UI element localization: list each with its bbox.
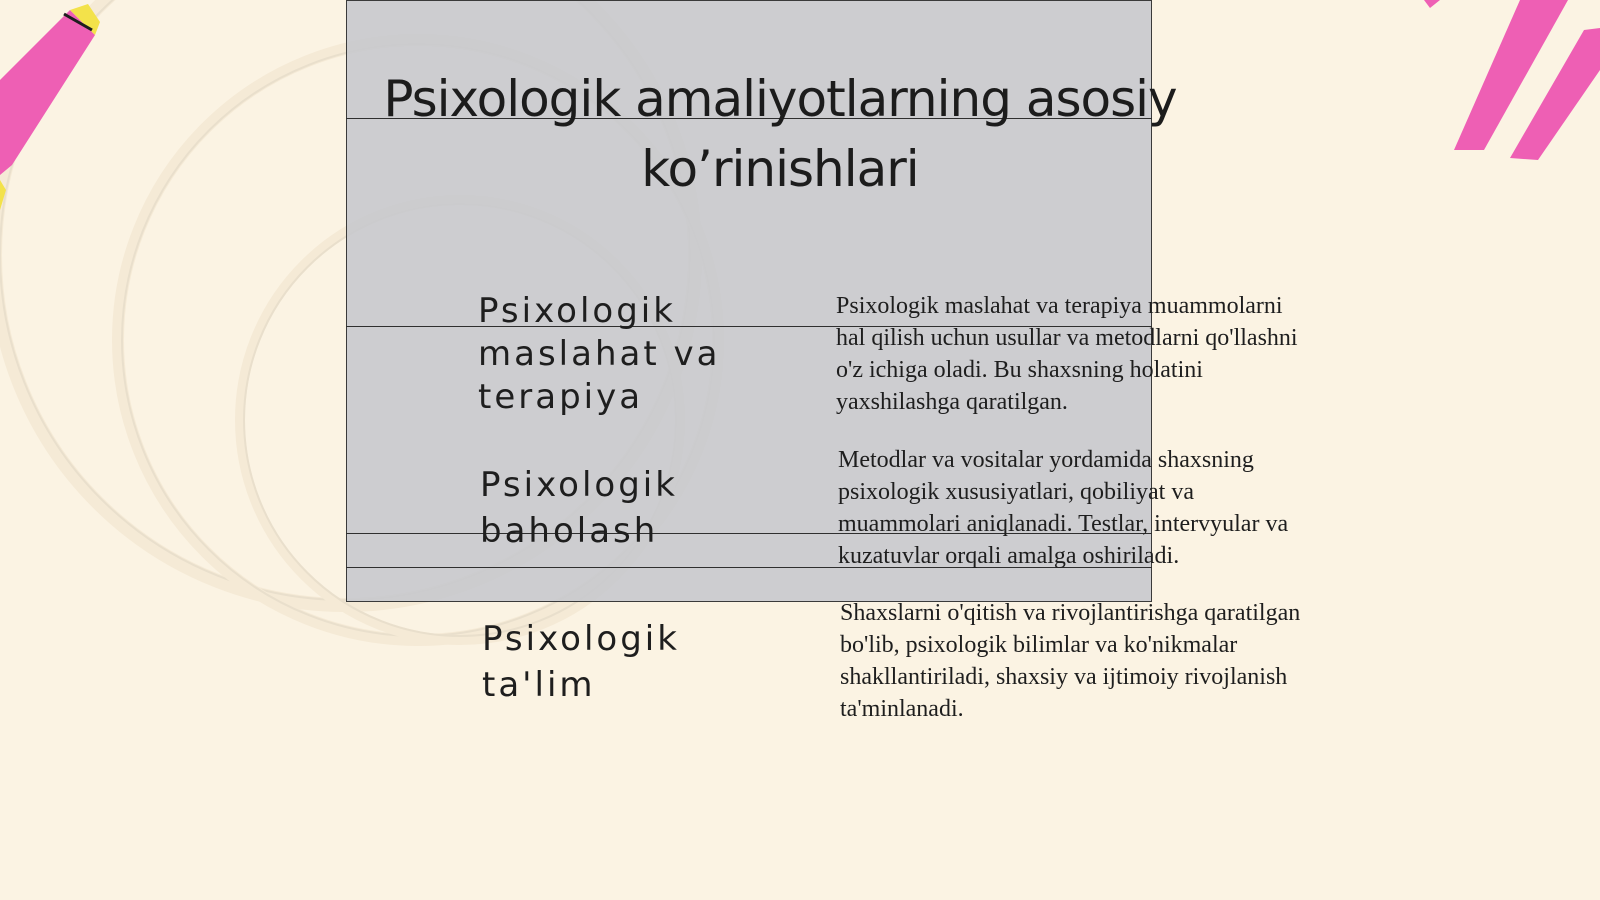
slide-title: Psixologik amaliyotlarning asosiy ko’rinishlari xyxy=(383,70,1177,198)
item-heading-counseling: Psixologik maslahat va terapiya xyxy=(478,291,721,417)
item-description-education: Shaxslarni o'qitish va rivojlantirishga qaratilgan bo'lib, psixologik bilimlar va ko'nikmalar shakllantiriladi, shaxsiy va ijtimoiy rivojlanish ta'minlanadi. xyxy=(840,600,1301,722)
brush-strokes-decoration xyxy=(1424,0,1600,160)
pencil-decoration xyxy=(0,4,100,210)
item-heading-assessment: Psixologik baholash xyxy=(480,465,678,551)
item-description-assessment: Metodlar va vositalar yordamida shaxsning psixologik xususiyatlari, qobiliyat va muammolari aniqlanadi. Testlar, intervyular va kuzatuvlar orqali amalga oshiriladi. xyxy=(838,447,1289,569)
item-description-counseling: Psixologik maslahat va terapiya muammolarni hal qilish uchun usullar va metodlarni qo'llashni o'z ichiga oladi. Bu shaxsning holatini yaxshilashga qaratilgan. xyxy=(836,293,1298,415)
item-heading-education: Psixologik ta'lim xyxy=(482,619,680,705)
